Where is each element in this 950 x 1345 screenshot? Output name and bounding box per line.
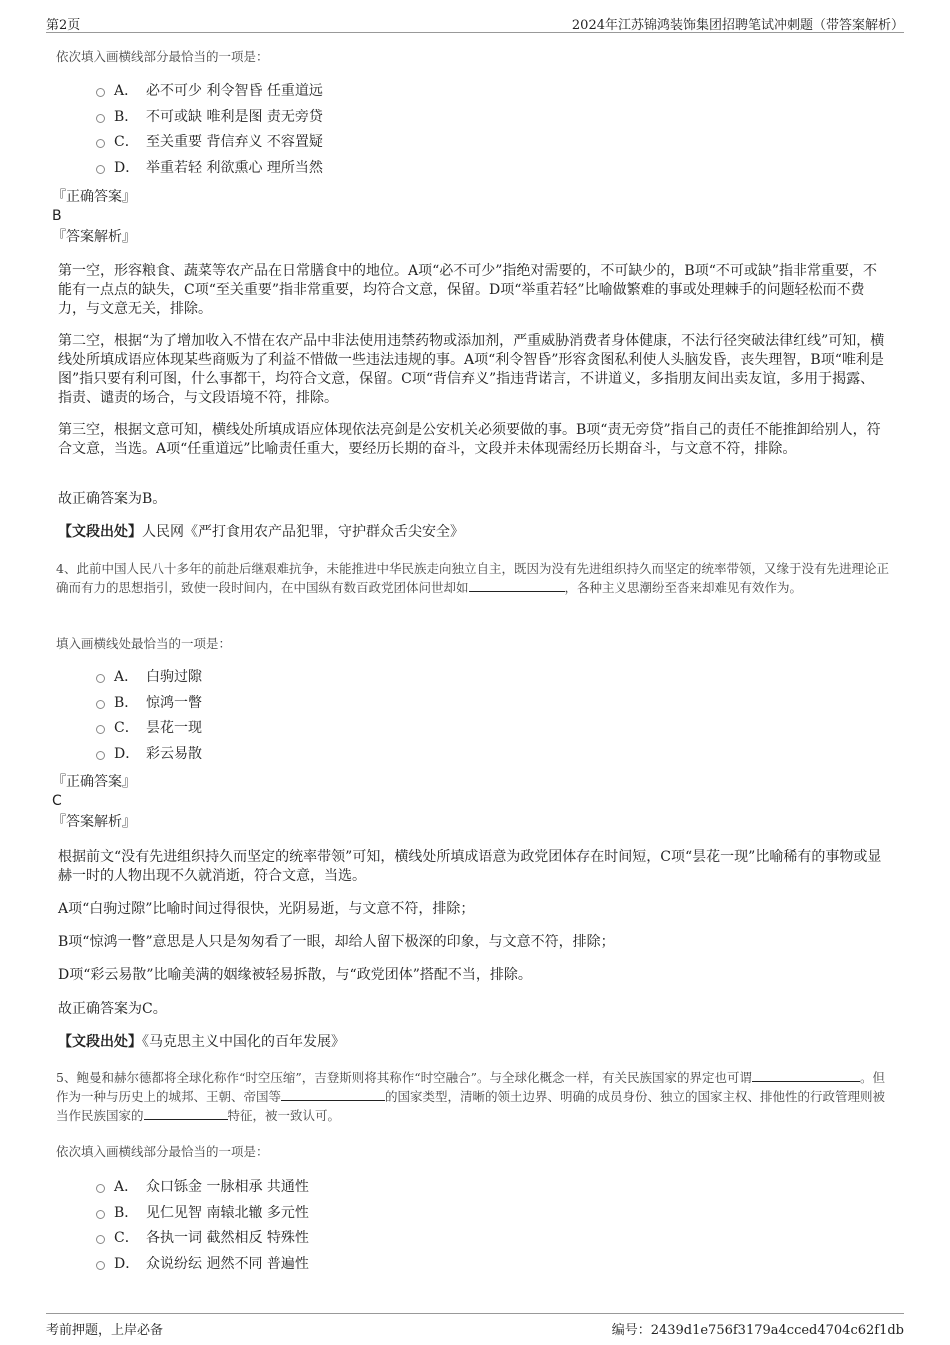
q4-option-c[interactable]: C． 昙花一现: [56, 716, 896, 742]
page-number: 第2页: [46, 18, 81, 33]
q4-option-d[interactable]: D． 彩云易散: [56, 742, 896, 768]
q4-question-text: 4、此前中国人民八十多年的前赴后继艰难抗争，未能推进中华民族走向独立自主，既因为没有先进组织持久而坚定的统率带领，又缘于没有先进理论正确而有力的思想指引，致使一段时间内，在中国纵有数百政党团体问世却如 ，各种主义思潮纷至沓来却难见有效作为。: [56, 561, 889, 595]
q5-question-text: 5、鲍曼和赫尔德都将全球化称作“时空压缩”，吉登斯则将其称作“时空融合”。与全球化概念一样，有关民族国家的界定也可谓 。但作为一种与历史上的城邦、王朝、帝国等 的国家类型，清晰的领土边界、明确的成员身份、独立的国家主权、排他性的行政管理则被当作民族国家的 特征，被一致认可。: [56, 1070, 886, 1123]
answer-label: 『正确答案』: [52, 189, 136, 205]
q3-analysis-p2: 第二空，根据“为了增加收入不惜在农产品中非法使用违禁药物或添加剂，严重威胁消费者身体健康，不法行径突破法律红线”可知，横线处所填成语应体现某些商贩为了利益不惜做一些违法违规的事。A项“利令智昏”形容贪图私利使人头脑发昏，丧失理智，B项“唯利是图”指只要有利可图，什么事都干，均符合文意，保留。C项“背信弃义”指违背诺言，不讲道义，多指朋友间出卖友谊，多用于揭露、指责、谴责的场合，与文段语境不符，排除。: [58, 333, 885, 406]
q3-option-c[interactable]: C． 至关重要 背信弃义 不容置疑: [56, 130, 896, 156]
radio-icon[interactable]: [96, 700, 105, 709]
q4-analysis-p1: 根据前文“没有先进组织持久而坚定的统率带领”可知，横线处所填成语意为政党团体存在时间短，C项“昙花一现”比喻稀有的事物或显赫一时的人物出现不久就消逝，符合文意，当选。: [58, 849, 882, 884]
q4-analysis-p2: A项“白驹过隙”比喻时间过得很快，光阴易逝，与文意不符，排除；: [58, 901, 475, 917]
q3-options: [56, 79, 896, 181]
q3-analysis-p1: 第一空，形容粮食、蔬菜等农产品在日常膳食中的地位。A项“必不可少”指绝对需要的，不可缺少的，B项“不可或缺”指非常重要，不能有一点点的缺失，C项“至关重要”指非常重要，均符合文意，保留。D项“举重若轻”比喻做繁难的事或处理棘手的问题轻松而不费力，与文意无关，排除。: [58, 263, 878, 317]
footer-slogan: 考前押题，上岸必备: [46, 1323, 164, 1338]
correct-answer: B: [52, 208, 62, 224]
q5-options: [56, 1175, 896, 1277]
q3-analysis-p3: 第三空，根据文意可知，横线处所填成语应体现依法亮剑是公安机关必须要做的事。B项“责无旁贷”指自己的责任不能推卸给别人，符合文意，当选。A项“任重道远”比喻责任重大，要经历长期的奋斗，文段并未体现需经历长期奋斗，与文意不符，排除。: [58, 422, 881, 457]
q4-option-a[interactable]: A． 白驹过隙: [56, 665, 896, 691]
q5-option-a[interactable]: A． 众口铄金 一脉相承 共通性: [56, 1175, 896, 1201]
q4-analysis-conclusion: 故正确答案为C。: [58, 1001, 167, 1017]
q4-analysis-p3: B项“惊鸿一瞥”意思是人只是匆匆看了一眼，却给人留下极深的印象，与文意不符，排除；: [58, 934, 615, 950]
q4-analysis-p4: D项“彩云易散”比喻美满的姻缘被轻易拆散，与“政党团体”搭配不当，排除。: [58, 967, 532, 983]
radio-icon[interactable]: [96, 674, 105, 683]
fill-blank: [144, 1107, 228, 1120]
q4-answer-block: [52, 773, 892, 832]
radio-icon[interactable]: [96, 1235, 105, 1244]
radio-icon[interactable]: [96, 751, 105, 760]
q3-option-a[interactable]: A． 必不可少 利令智昏 任重道远: [56, 79, 896, 105]
q4-prompt: 填入画横线处最恰当的一项是：: [56, 636, 232, 651]
fill-blank: [281, 1088, 385, 1101]
radio-icon[interactable]: [96, 1210, 105, 1219]
q5-option-d[interactable]: D． 众说纷纭 迥然不同 普遍性: [56, 1252, 896, 1278]
q3-source: 【文段出处】人民网《严打食用农产品犯罪，守护群众舌尖安全》: [58, 524, 464, 540]
q4-source: 【文段出处】《马克思主义中国化的百年发展》: [58, 1034, 345, 1050]
correct-answer: C: [52, 793, 62, 809]
radio-icon[interactable]: [96, 88, 105, 97]
document-id: 编号：2439d1e756f3179a4cced4704c62f1db: [611, 1323, 904, 1338]
q4-options: [56, 665, 896, 767]
q3-answer-block: [52, 188, 892, 247]
radio-icon[interactable]: [96, 114, 105, 123]
q5-option-c[interactable]: C． 各执一词 截然相反 特殊性: [56, 1226, 896, 1252]
radio-icon[interactable]: [96, 1184, 105, 1193]
fill-blank: [752, 1069, 860, 1082]
q3-analysis-conclusion: 故正确答案为B。: [58, 491, 167, 507]
q3-prompt: 依次填入画横线部分最恰当的一项是：: [56, 49, 269, 64]
page-footer: [46, 1313, 904, 1338]
analysis-label: 『答案解析』: [52, 814, 136, 830]
document-title: 2024年江苏锦鸿装饰集团招聘笔试冲刺题（带答案解析）: [571, 18, 904, 33]
q5-option-b[interactable]: B． 见仁见智 南辕北辙 多元性: [56, 1201, 896, 1227]
radio-icon[interactable]: [96, 139, 105, 148]
q4-option-b[interactable]: B． 惊鸿一瞥: [56, 691, 896, 717]
radio-icon[interactable]: [96, 725, 105, 734]
q3-option-d[interactable]: D． 举重若轻 利欲熏心 理所当然: [56, 156, 896, 182]
fill-blank: [469, 579, 565, 592]
q3-option-b[interactable]: B． 不可或缺 唯利是图 责无旁贷: [56, 105, 896, 131]
radio-icon[interactable]: [96, 165, 105, 174]
q5-prompt: 依次填入画横线部分最恰当的一项是：: [56, 1144, 269, 1159]
radio-icon[interactable]: [96, 1261, 105, 1270]
page-header: [46, 12, 904, 33]
answer-label: 『正确答案』: [52, 774, 136, 790]
analysis-label: 『答案解析』: [52, 229, 136, 245]
